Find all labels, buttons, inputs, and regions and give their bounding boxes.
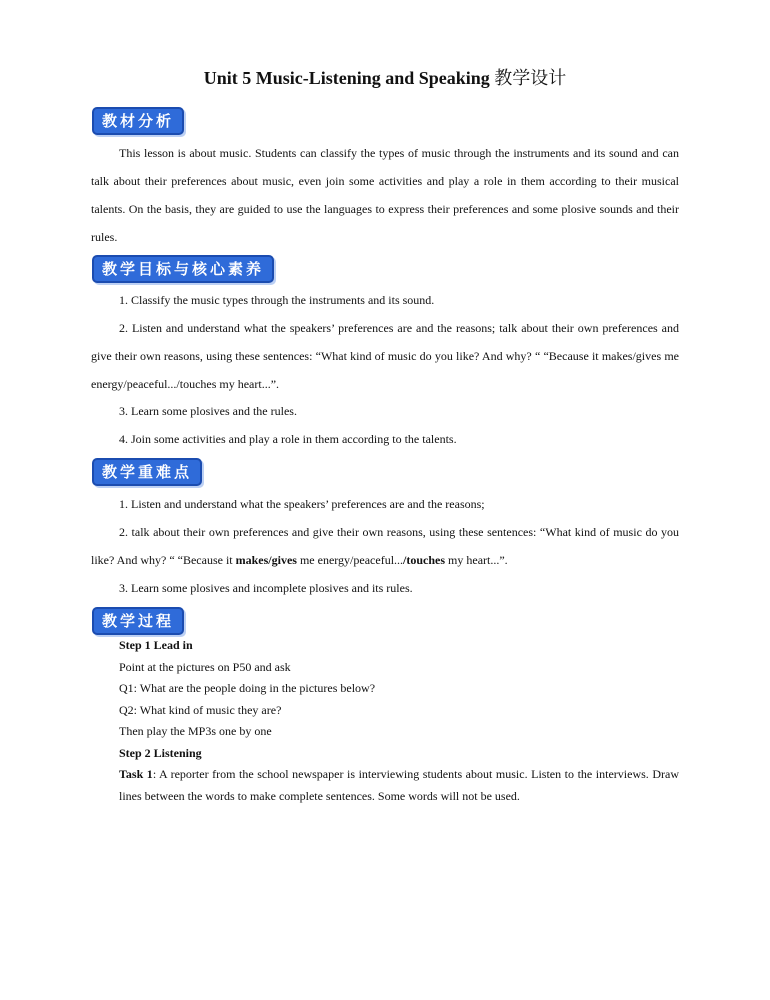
objective-item-1: 1. Classify the music types through the instruments and its sound. — [119, 293, 435, 307]
process-body — [119, 635, 679, 807]
objective-item-4: 4. Join some activities and play a role in them according to the talents. — [119, 432, 457, 446]
process-line: Q1: What are the people doing in the pictures below? — [119, 681, 376, 695]
key-point-item-1: 1. Listen and understand what the speakers’ preferences are and the reasons; — [119, 497, 485, 511]
analysis-paragraph: This lesson is about music. Students can classify the types of music through the instruments and its sound and can talk about their preferences about music, even join some activities and play a role in them according to their musical talents. On the basis, they are guided to use the languages to express their preferences and some plosive sounds and their rules. — [91, 146, 679, 244]
key-point-2-text-b: me energy/peaceful... — [296, 553, 404, 567]
key-point-item-3: 3. Learn some plosives and incomplete plosives and its rules. — [119, 581, 413, 595]
task-1-label: Task 1 — [119, 767, 153, 781]
key-point-2-bold-b: /touches — [403, 553, 446, 567]
process-line: Then play the MP3s one by one — [119, 724, 272, 738]
key-point-2-text-c: my heart...”. — [445, 553, 508, 567]
process-line: Point at the pictures on P50 and ask — [119, 659, 291, 674]
section-heading-process: 教学过程 — [92, 607, 184, 635]
page-title — [0, 64, 770, 90]
step-2-heading: Step 2 Listening — [119, 745, 202, 760]
key-point-2-text-a: 2. talk about their own preferences and give their own reasons, using these sentences: “What kind of music do you like? And why? “ “Because it — [91, 525, 679, 567]
process-line: Q2: What kind of music they are? — [119, 702, 282, 717]
objective-item-3: 3. Learn some plosives and the rules. — [119, 404, 297, 418]
title-chinese: 教学设计 — [494, 68, 567, 89]
step-1-heading: Step 1 Lead in — [119, 638, 193, 652]
task-1-text: : A reporter from the school newspaper is interviewing students about music. Listen to the interviews. Draw lines between the words to make complete sentences. Some words will not be used. — [119, 767, 680, 803]
section-heading-analysis: 教材分析 — [92, 107, 184, 135]
key-point-item-2 — [91, 518, 679, 574]
title-english: Unit 5 Music-Listening and Speaking — [203, 68, 490, 88]
section-heading-key-points: 教学重难点 — [92, 458, 202, 486]
objective-item-2: 2. Listen and understand what the speakers’ preferences are and the reasons; talk about their own preferences and give their own reasons, using these sentences: “What kind of music do you like? And why? “ “Because it makes/gives me energy/peaceful.../touches my heart...”. — [91, 321, 679, 391]
section-heading-objectives: 教学目标与核心素养 — [92, 255, 274, 283]
task-1-paragraph — [119, 764, 679, 807]
key-point-2-bold-a: makes/gives — [235, 553, 297, 567]
